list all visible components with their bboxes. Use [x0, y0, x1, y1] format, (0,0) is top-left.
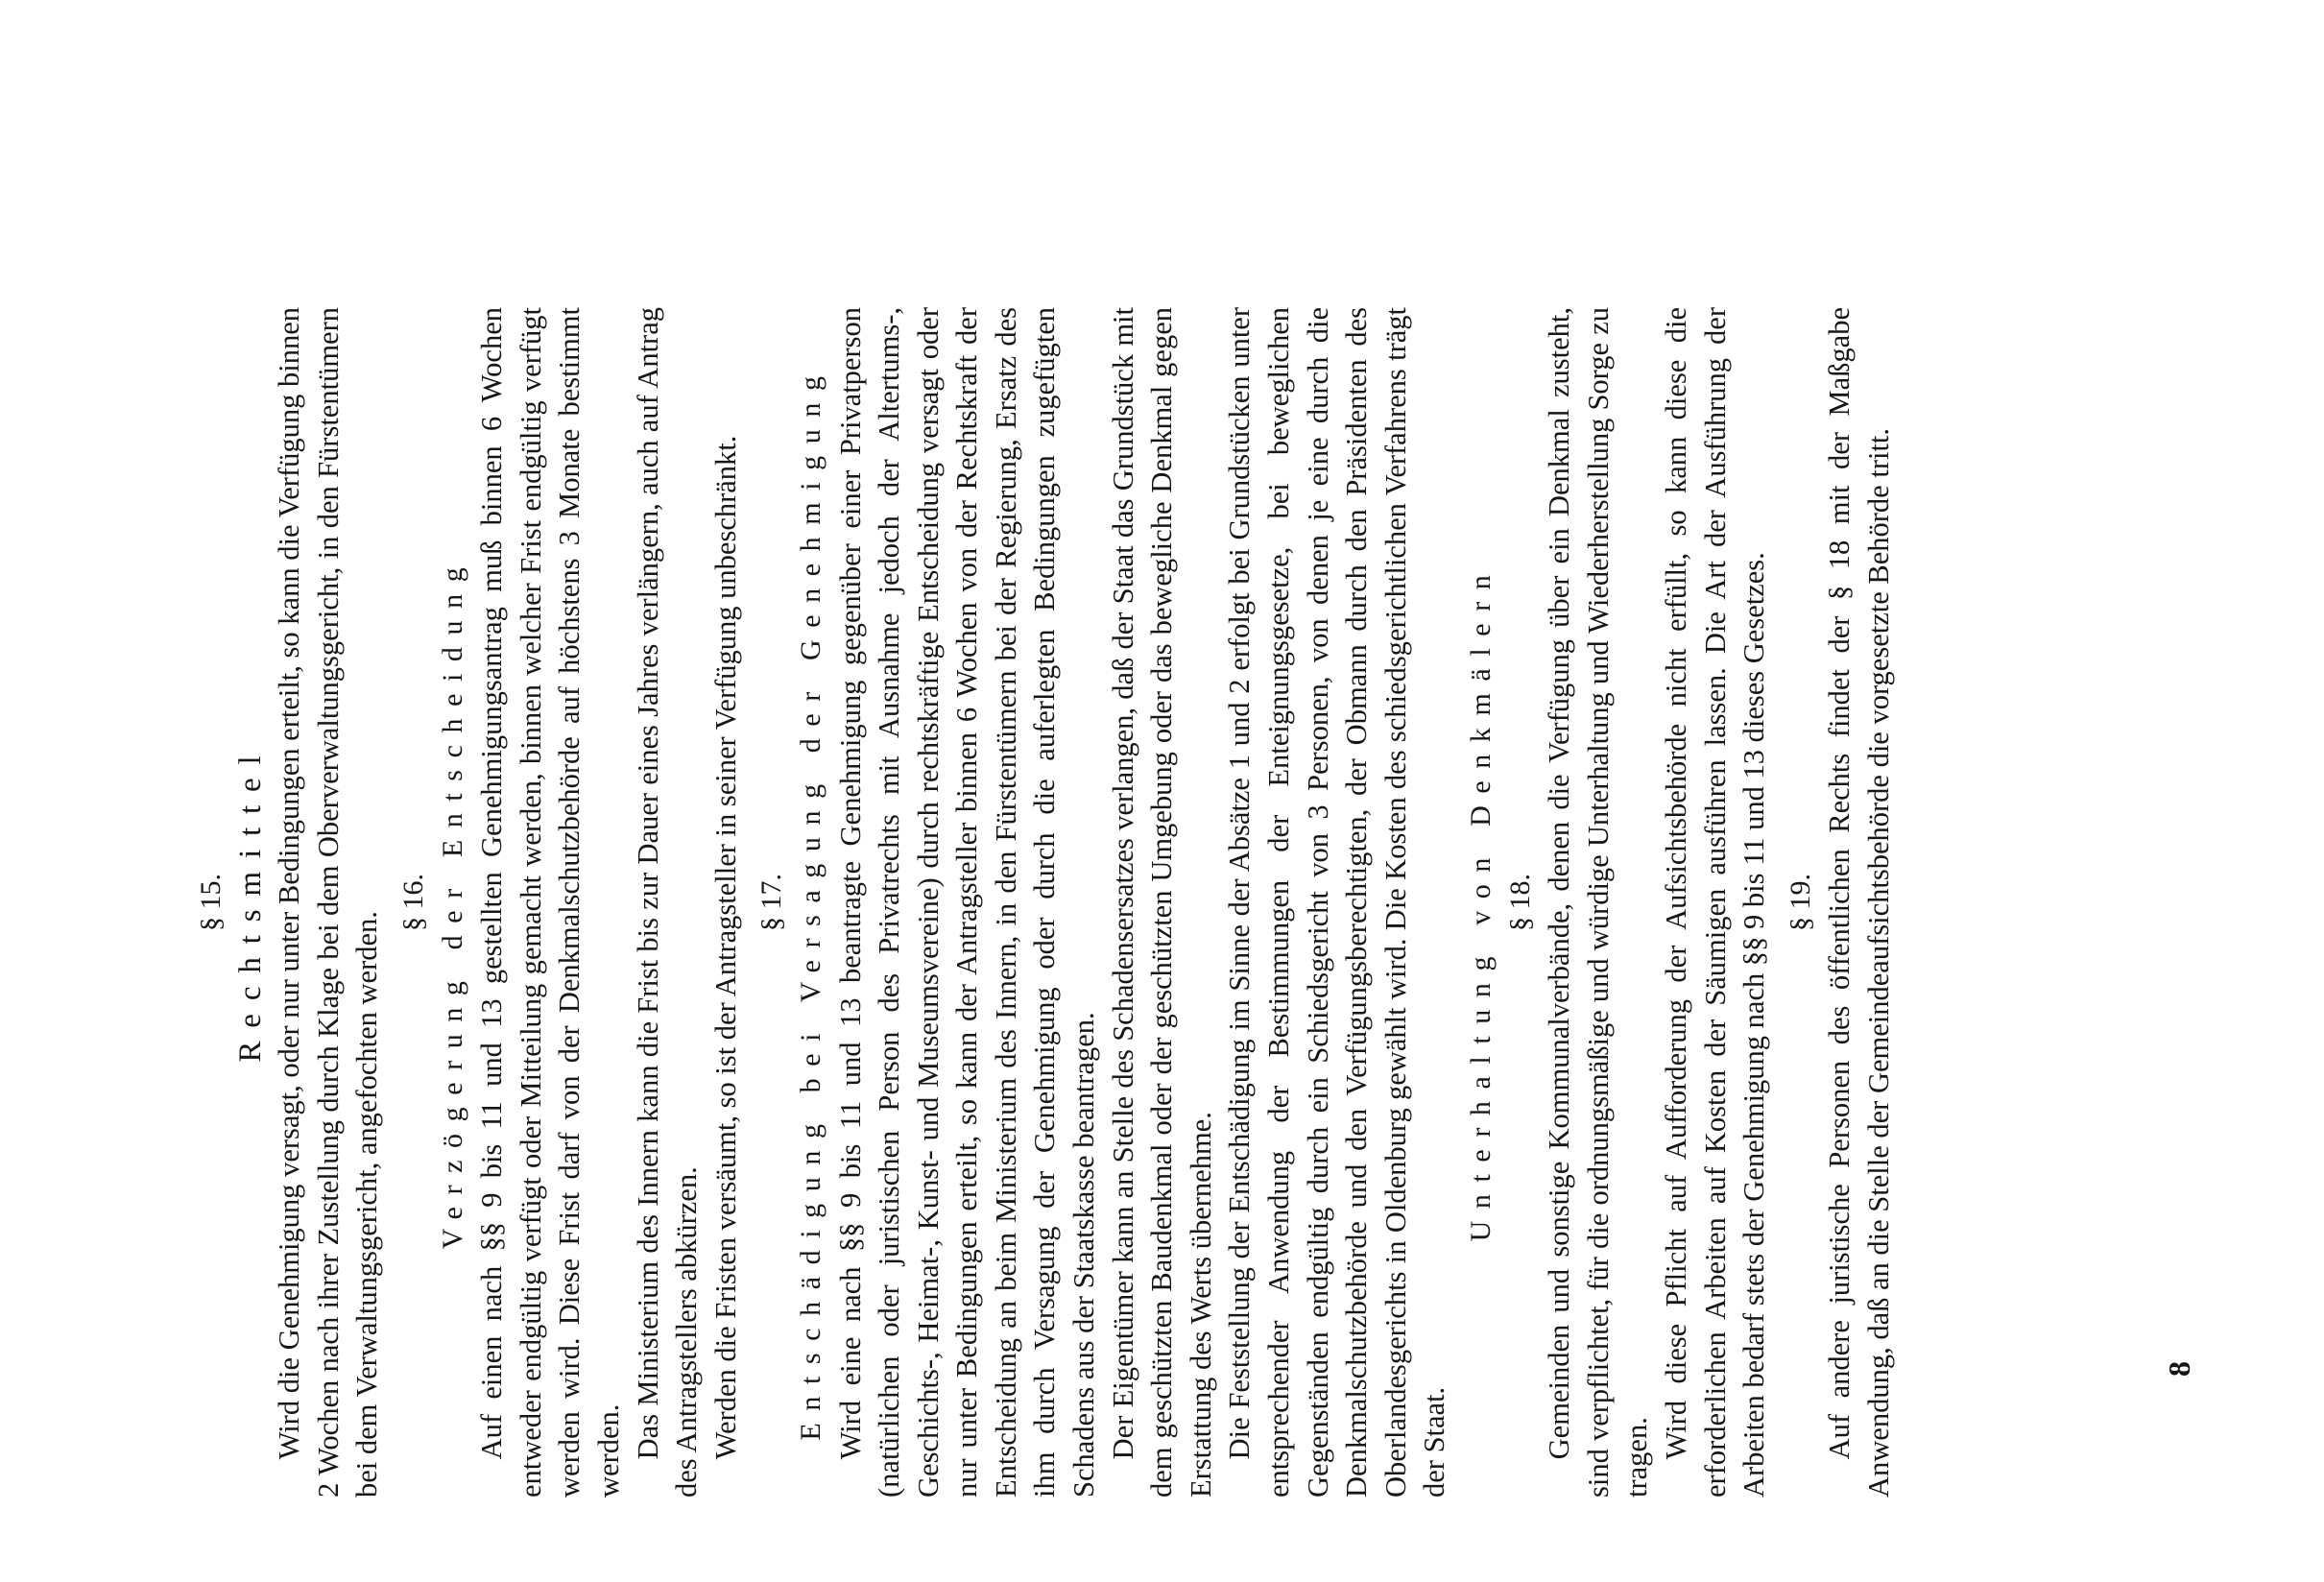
section-18-paragraph-1: Gemeinden und sonstige Kommunalverbände, denen die Verfügung über ein Denkmal zusteht, sind verpflichtet, für die ordnungsmäßige und würdige Unterhaltung und Wiederherstellung Sorge zu tragen.: [1543, 307, 1654, 1498]
section-16-number: § 16.: [396, 874, 429, 931]
section-15-title: Rechtsmittel: [232, 742, 268, 1063]
section-16-paragraph-1: Auf einen nach §§ 9 bis 11 und 13 gestellten Genehmigungsantrag muß binnen 6 Wochen entweder endgültig verfügt oder Mitteilung gemacht werden, binnen welcher Frist endgültig verfügt werden wird. Diese Frist darf von der Denkmalschutzbehörde auf höchstens 3 Monate bestimmt werden.: [475, 307, 625, 1498]
section-18-paragraph-2: Wird diese Pflicht auf Aufforderung der Aufsichtsbehörde nicht erfüllt, so kann diese die erforderlichen Arbeiten auf Kosten der Säumigen ausführen lassen. Die Art der Ausführung der Arbeiten bedarf stets der Genehmigung nach §§ 9 bis 11 und 13 dieses Gesetzes.: [1659, 307, 1771, 1498]
section-15-number: § 15.: [195, 874, 227, 931]
page-content: [192, 307, 2189, 1498]
section-16-title: Verzögerung der Entscheidung: [436, 555, 468, 1250]
section-17-number: § 17.: [755, 874, 788, 931]
section-18-title: Unterhaltung von Denkmälern: [1465, 563, 1497, 1242]
page-number: 8: [2162, 1361, 2196, 1377]
section-16-paragraph-3: Werden die Fristen versäumt, so ist der Antragsteller in seiner Verfügung unbeschränkt.: [708, 435, 742, 1460]
section-19-number: § 19.: [1784, 874, 1816, 931]
section-16-paragraph-2: Das Ministerium des Innern kann die Frist bis zur Dauer eines Jahres verlängern, auch auf Antrag des Antragstellers abkürzen.: [631, 307, 704, 1498]
section-19-paragraph-1: Auf andere juristische Personen des öffentlichen Rechts findet der § 18 mit der Maßgabe Anwendung, daß an die Stelle der Gemeindeaufsichtsbehörde die vorgesetzte Behörde tritt.: [1823, 307, 1895, 1498]
section-17-paragraph-3: Die Feststellung der Entschädigung im Sinne der Absätze 1 und 2 erfolgt bei Grundstücken unter entsprechender Anwendung der Bestimmungen der Enteignungsgesetze, bei beweglichen Gegenständen endgültig durch ein Schiedsgericht von 3 Personen, von denen je eine durch die Denkmalschutzbehörde und den Verfügungsberechtigten, der Obmann durch den Präsidenten des Oberlandesgerichts in Oldenburg gewählt wird. Die Kosten des schiedsgerichtlichen Verfahrens trägt der Staat.: [1223, 307, 1451, 1498]
section-17-paragraph-1: Wird eine nach §§ 9 bis 11 und 13 beantragte Genehmigung gegenüber einer Privatperson (natürlichen oder juristischen Person des Privatrechts mit Ausnahme jedoch der Altertums-, Geschichts-, Heimat-, Kunst- und Museumsvereine) durch rechtskräftige Entscheidung versagt oder nur unter Bedingungen erteilt, so kann der Antragsteller binnen 6 Wochen von der Rechtskraft der Entscheidung an beim Ministerium des Innern, in den Fürstentümern bei der Regierung, Ersatz des ihm durch Versagung der Genehmigung oder durch die auferlegten Bedingungen zugefügten Schadens aus der Staatskasse beantragen.: [833, 307, 1101, 1498]
section-17-paragraph-2: Der Eigentümer kann an Stelle des Schadensersatzes verlangen, daß der Staat das Grundstück mit dem geschützten Baudenkmal oder der geschützten Umgebung oder das bewegliche Denkmal gegen Erstattung des Werts übernehme.: [1106, 307, 1217, 1498]
section-17-title: Entschädigung bei Versagung der Genehmigung: [794, 364, 827, 1441]
section-15-paragraph-1: Wird die Genehmigung versagt, oder nur unter Bedingungen erteilt, so kann die Verfügung binnen 2 Wochen nach ihrer Zustellung durch Klage bei dem Oberverwaltungsgericht, in den Fürstentümern bei dem Verwaltungsgericht, angefochten werden.: [273, 307, 384, 1498]
section-18-number: § 18.: [1503, 874, 1536, 931]
